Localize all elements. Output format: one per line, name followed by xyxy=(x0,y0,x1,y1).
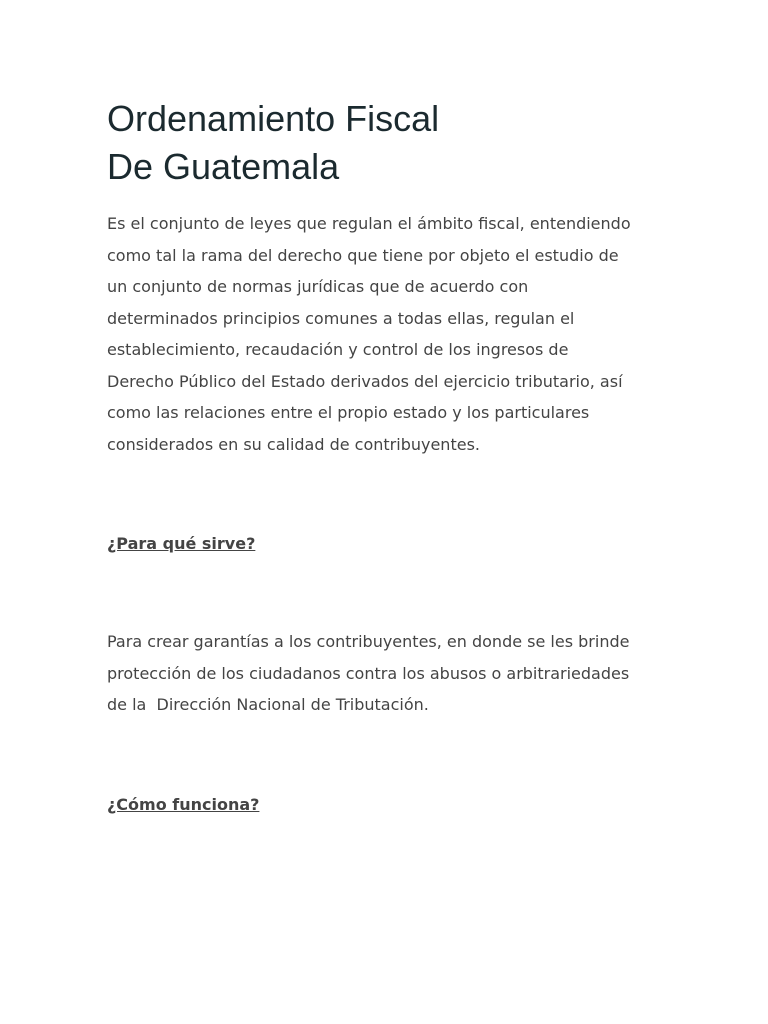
paragraph-line: de la Dirección Nacional de Tributación. xyxy=(107,695,429,714)
paragraph-line: como las relaciones entre el propio estado y los particulares xyxy=(107,403,590,422)
paragraph-line: un conjunto de normas jurídicas que de acuerdo con xyxy=(107,277,529,296)
paragraph-line: como tal la rama del derecho que tiene por objeto el estudio de xyxy=(107,245,619,265)
section-paragraph-para-que-sirve xyxy=(107,626,667,721)
paragraph-line: determinados principios comunes a todas ellas, regulan el xyxy=(107,308,575,328)
page-title xyxy=(107,95,667,191)
paragraph-line: Es el conjunto de leyes que regulan el ámbito fiscal, entendiendo xyxy=(107,214,631,233)
paragraph-line: Para crear garantías a los contribuyentes, en donde se les brinde xyxy=(107,632,630,651)
paragraph-line: considerados en su calidad de contribuyentes. xyxy=(107,434,480,454)
paragraph-line: protección de los ciudadanos contra los abusos o arbitrariedades xyxy=(107,663,630,683)
intro-paragraph xyxy=(107,208,667,460)
section-heading-como-funciona: ¿Cómo funciona? xyxy=(107,795,260,814)
page-title-line: De Guatemala xyxy=(107,146,340,187)
paragraph-line: Derecho Público del Estado derivados del ejercicio tributario, así xyxy=(107,371,623,391)
page-title-line: Ordenamiento Fiscal xyxy=(107,98,440,139)
paragraph-line: establecimiento, recaudación y control de los ingresos de xyxy=(107,340,569,359)
section-heading-para-que-sirve: ¿Para qué sirve? xyxy=(107,534,256,553)
